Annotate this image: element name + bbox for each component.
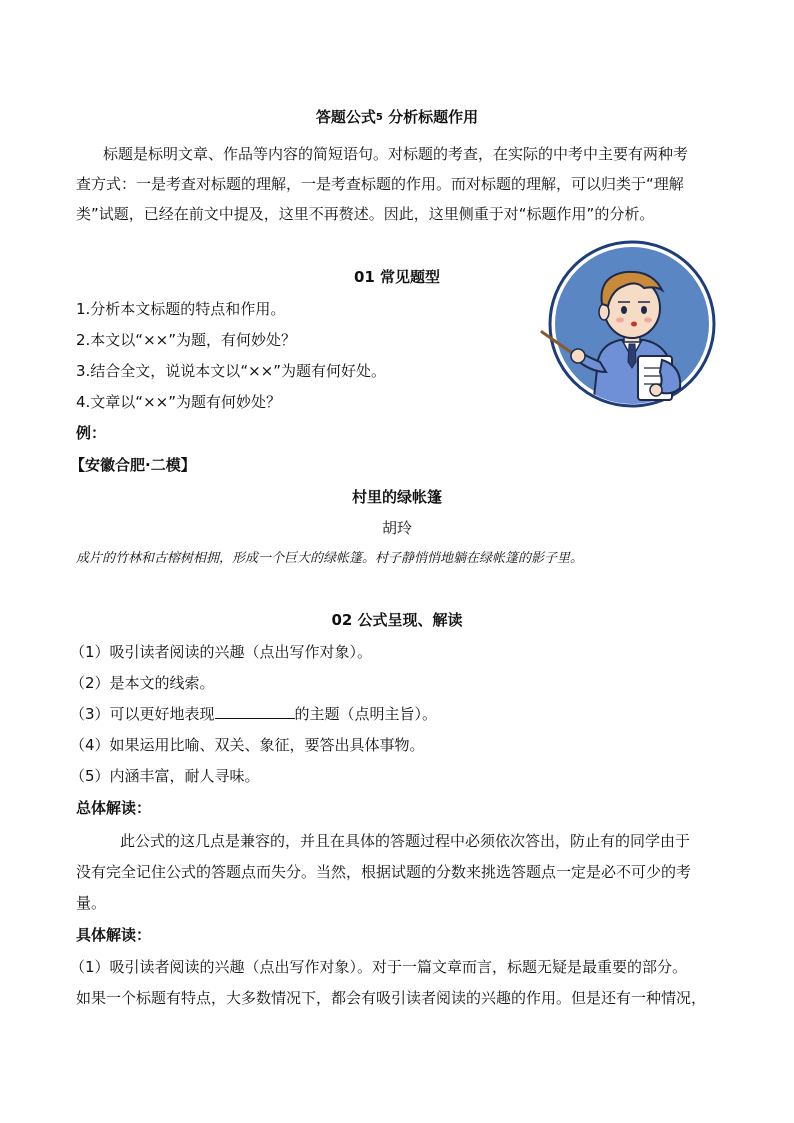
fill-in-blank: [215, 704, 295, 719]
formula-item-5: （5）内涵丰富，耐人寻味。: [70, 767, 260, 785]
question-type-3: 3.结合全文，说说本文以“××”为题有何好处。: [76, 362, 386, 380]
formula-item-2: （2）是本文的线索。: [70, 674, 215, 692]
specific-line-2: 如果一个标题有特点，大多数情况下，都会有吸引读者阅读的兴趣的作用。但是还有一种情况，: [76, 989, 707, 1007]
section1-heading: 01 常见题型: [353, 268, 441, 286]
formula-item-3: [70, 699, 437, 729]
article-excerpt: 成片的竹林和古榕树相拥，形成一个巨大的绿帐篷。村子静悄悄地躺在绿帐篷的影子里。: [76, 551, 584, 566]
article-title: 村里的绿帐篷: [351, 488, 442, 506]
overall-label: 总体解读：: [76, 799, 152, 817]
overall-line-2: 没有完全记住公式的答题点而失分。当然，根据试题的分数来挑选答题点一定是必不可少的考: [76, 863, 692, 881]
specific-line-1: （1）吸引读者阅读的兴趣（点出写作对象）。对于一篇文章而言，标题无疑是最重要的部分。: [70, 958, 688, 976]
teacher-with-pointer-icon: [540, 232, 724, 416]
example-label: 例：: [76, 424, 107, 442]
title-rest: 分析标题作用: [388, 108, 479, 126]
formula-item-3-text: （3）可以更好地表现: [70, 705, 215, 723]
specific-label: 具体解读：: [76, 926, 152, 944]
example-source: 【安徽合肥·二模】: [70, 456, 196, 474]
intro-line-1: 标题是标明文章、作品等内容的简短语句。对标题的考查，在实际的中考中主要有两种考: [103, 145, 689, 163]
formula-item-1: （1）吸引读者阅读的兴趣（点出写作对象）。: [70, 643, 373, 661]
overall-line-3: 量。: [76, 894, 107, 912]
question-type-4: 4.文章以“××”为题有何妙处？: [76, 393, 281, 411]
title-main: 答题公式: [315, 108, 376, 126]
question-type-2: 2.本文以“××”为题，有何妙处？: [76, 331, 296, 349]
section2-heading: 02 公式呈现、解读: [331, 611, 463, 629]
intro-line-3: 类”试题，已经在前文中提及，这里不再赘述。因此，这里侧重于对“标题作用”的分析。: [76, 205, 655, 223]
intro-line-2: 查方式：一是考查对标题的理解，一是考查标题的作用。而对标题的理解，可以归类于“理解: [76, 175, 684, 193]
title-number: 5: [375, 112, 383, 123]
overall-line-1: 此公式的这几点是兼容的，并且在具体的答题过程中必须依次答出，防止有的同学由于: [120, 832, 691, 850]
question-type-1: 1.分析本文标题的特点和作用。: [76, 300, 286, 318]
page-title: [0, 106, 794, 127]
formula-item-4: （4）如果运用比喻、双关、象征，要答出具体事物。: [70, 736, 425, 754]
formula-item-3-suffix: 的主题（点明主旨）。: [294, 705, 438, 723]
article-author: 胡玲: [381, 519, 412, 537]
